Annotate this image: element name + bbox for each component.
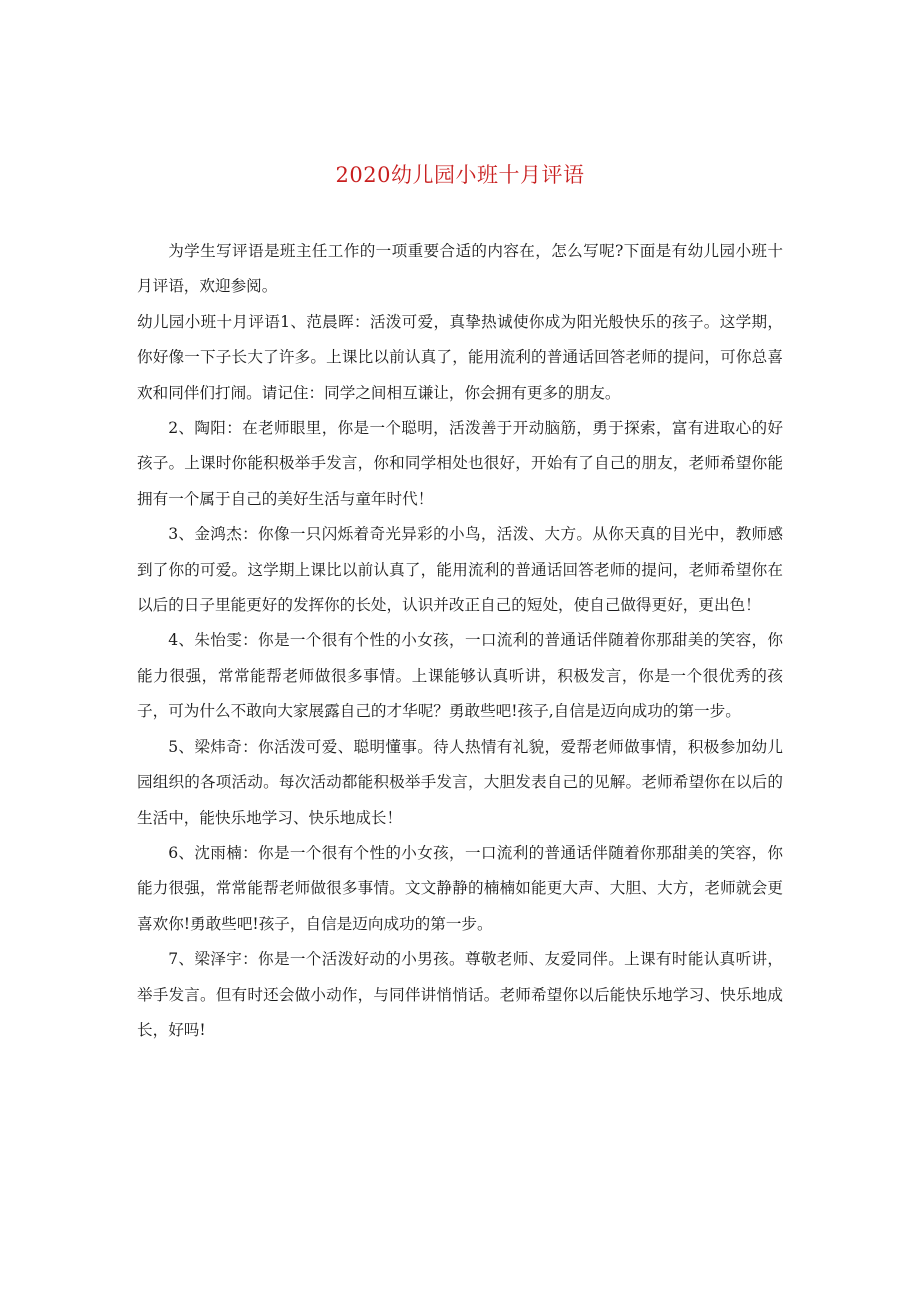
paragraph-comment-1: 幼儿园小班十月评语1、范晨晖：活泼可爱，真挚热诚使你成为阳光般快乐的孩子。这学期，你好像一下子长大了许多。上课比以前认真了，能用流利的普通话回答老师的提问，可你总喜欢和同伴们打闹。请记住：同学之间相互谦让，你会拥有更多的朋友。: [137, 312, 783, 402]
paragraph-comment-3: 3、金鸿杰：你像一只闪烁着奇光异彩的小鸟，活泼、大方。从你天真的目光中，教师感到了你的可爱。这学期上课比以前认真了，能用流利的普通话回答老师的提问，老师希望你在以后的日子里能更好的发挥你的长处，认识并改正自己的短处，使自己做得更好，更出色！: [137, 525, 783, 615]
paragraph-comment-7: 7、梁泽宇：你是一个活泼好动的小男孩。尊敬老师、友爱同伴。上课有时能认真听讲，举手发言。但有时还会做小动作，与同伴讲悄悄话。老师希望你以后能快乐地学习、快乐地成长，好吗!: [137, 950, 783, 1039]
paragraph-intro: 为学生写评语是班主任工作的一项重要合适的内容在，怎么写呢?下面是有幼儿园小班十月评语，欢迎参阅。: [137, 242, 783, 296]
document-body: [137, 234, 783, 1048]
document-title: 2020幼儿园小班十月评语: [335, 163, 585, 187]
paragraph-comment-6: 6、沈雨楠：你是一个很有个性的小女孩，一口流利的普通话伴随着你那甜美的笑容，你能力很强，常常能帮老师做很多事情。文文静静的楠楠如能更大声、大胆、大方，老师就会更喜欢你!勇敢些吧!孩子，自信是迈向成功的第一步。: [137, 843, 783, 933]
paragraph-comment-4: 4、朱怡雯：你是一个很有个性的小女孩，一口流利的普通话伴随着你那甜美的笑容，你能力很强，常常能帮老师做很多事情。上课能够认真听讲，积极发言，你是一个很优秀的孩子，可为什么不敢向大家展露自己的才华呢？勇敢些吧!孩子,自信是迈向成功的第一步。: [137, 631, 783, 721]
paragraph-comment-5: 5、梁炜奇：你活泼可爱、聪明懂事。待人热情有礼貌，爱帮老师做事情，积极参加幼儿园组织的各项活动。每次活动都能积极举手发言，大胆发表自己的见解。老师希望你在以后的生活中，能快乐地学习、快乐地成长！: [137, 737, 783, 827]
paragraph-comment-2: 2、陶阳：在老师眼里，你是一个聪明，活泼善于开动脑筋，勇于探索，富有进取心的好孩子。上课时你能积极举手发言，你和同学相处也很好，开始有了自己的朋友，老师希望你能拥有一个属于自己的美好生活与童年时代！: [137, 419, 783, 508]
